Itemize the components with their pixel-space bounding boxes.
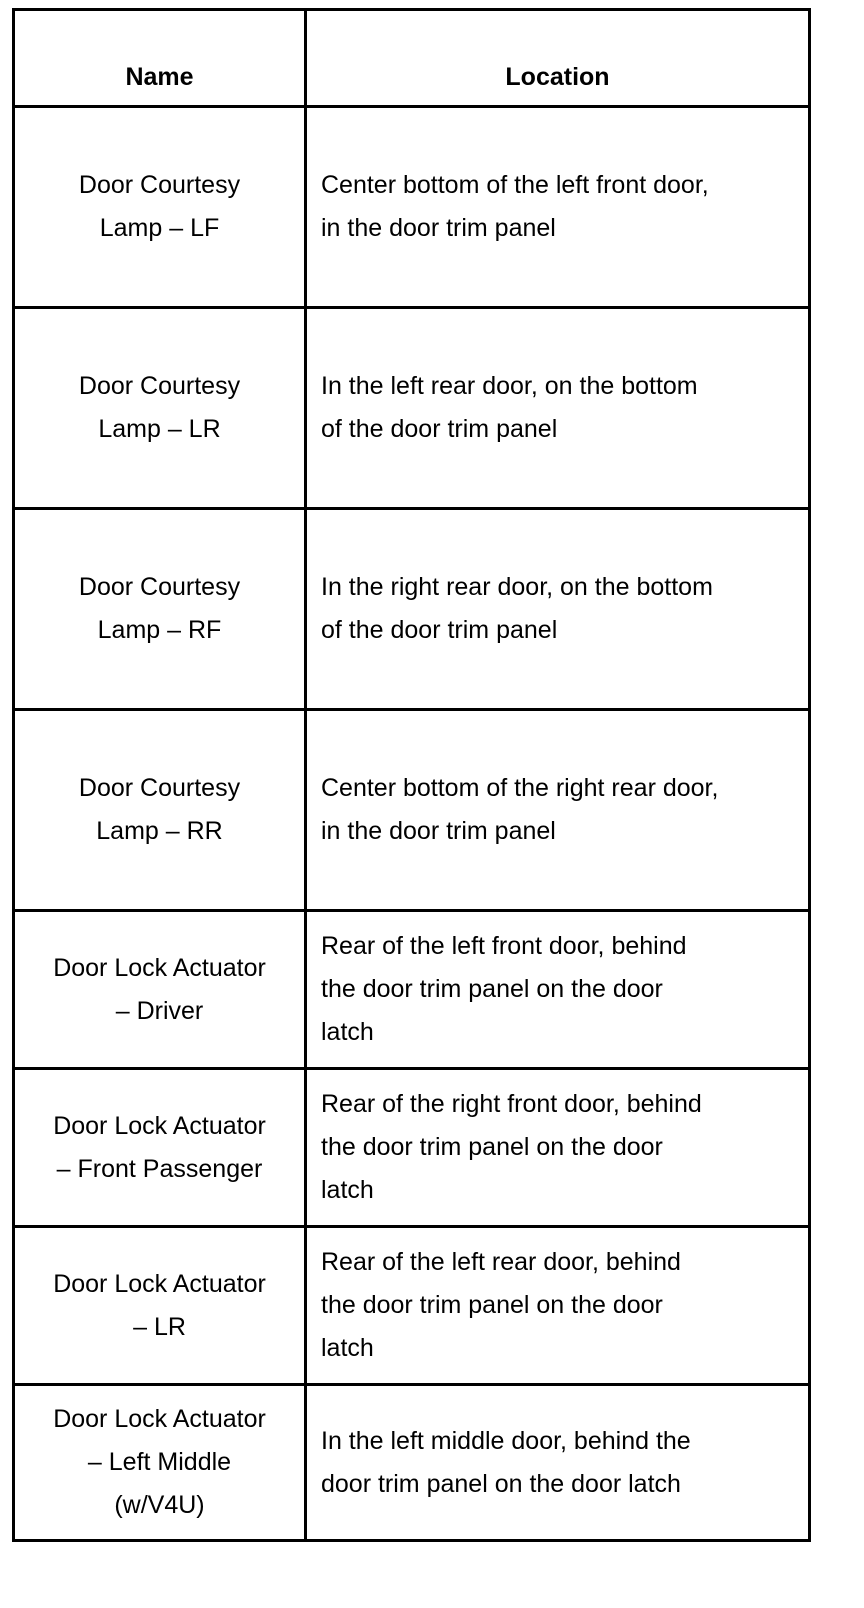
table-row <box>14 107 810 308</box>
name-cell <box>14 710 306 911</box>
location-line: in the door trim panel <box>321 214 556 242</box>
table-row <box>14 308 810 509</box>
location-cell <box>306 710 810 911</box>
name-line: – Left Middle <box>87 1448 232 1476</box>
location-cell <box>306 1385 810 1541</box>
name-line: Lamp – RR <box>96 817 223 845</box>
location-line: In the left rear door, on the bottom <box>321 372 698 400</box>
location-line: In the right rear door, on the bottom <box>321 573 713 601</box>
location-line: door trim panel on the door latch <box>321 1469 681 1498</box>
location-line: latch <box>321 1334 374 1362</box>
table-row <box>14 911 810 1069</box>
name-line: (w/V4U) <box>114 1491 205 1519</box>
location-line: the door trim panel on the door <box>321 1133 663 1161</box>
name-cell <box>14 911 306 1069</box>
location-cell <box>306 509 810 710</box>
location-cell <box>306 107 810 308</box>
name-line: Door Courtesy <box>78 573 241 601</box>
component-location-table <box>12 8 811 1542</box>
name-line: Door Lock Actuator <box>53 1111 266 1140</box>
name-line: Lamp – RF <box>97 616 222 644</box>
name-cell <box>14 509 306 710</box>
name-line: Door Courtesy <box>78 774 241 802</box>
table-row <box>14 1385 810 1541</box>
name-cell <box>14 1227 306 1385</box>
table-row <box>14 509 810 710</box>
name-line: – Driver <box>115 996 204 1025</box>
name-line: – LR <box>133 1312 186 1341</box>
location-line: latch <box>321 1018 374 1046</box>
name-cell <box>14 1385 306 1541</box>
name-line: Door Lock Actuator <box>53 1269 266 1298</box>
location-line: Rear of the left front door, behind <box>321 932 687 960</box>
location-line: in the door trim panel <box>321 817 556 845</box>
name-cell <box>14 107 306 308</box>
location-line: Center bottom of the right rear door, <box>321 774 719 802</box>
table-row <box>14 710 810 911</box>
name-cell <box>14 1069 306 1227</box>
location-column-header: Location <box>306 10 810 107</box>
name-line: Door Courtesy <box>78 372 241 400</box>
name-line: Door Courtesy <box>78 171 241 199</box>
location-cell <box>306 1069 810 1227</box>
name-line: Lamp – LF <box>99 214 220 242</box>
location-line: the door trim panel on the door <box>321 1291 663 1319</box>
name-line: Door Lock Actuator <box>53 1405 266 1433</box>
name-line: Door Lock Actuator <box>53 953 266 982</box>
location-cell <box>306 911 810 1069</box>
table-row <box>14 1069 810 1227</box>
name-line: Lamp – LR <box>98 415 221 443</box>
header-row <box>14 10 810 107</box>
location-line: of the door trim panel <box>321 415 558 443</box>
location-cell <box>306 1227 810 1385</box>
location-cell <box>306 308 810 509</box>
name-cell <box>14 308 306 509</box>
location-line: latch <box>321 1176 374 1204</box>
location-line: Rear of the left rear door, behind <box>321 1248 681 1276</box>
location-line: In the left middle door, behind the <box>321 1426 691 1455</box>
name-column-header: Name <box>14 10 306 107</box>
name-line: – Front Passenger <box>56 1154 263 1183</box>
table-row <box>14 1227 810 1385</box>
location-line: Rear of the right front door, behind <box>321 1090 702 1118</box>
location-line: the door trim panel on the door <box>321 975 663 1003</box>
location-line: of the door trim panel <box>321 616 558 644</box>
location-line: Center bottom of the left front door, <box>321 171 709 199</box>
